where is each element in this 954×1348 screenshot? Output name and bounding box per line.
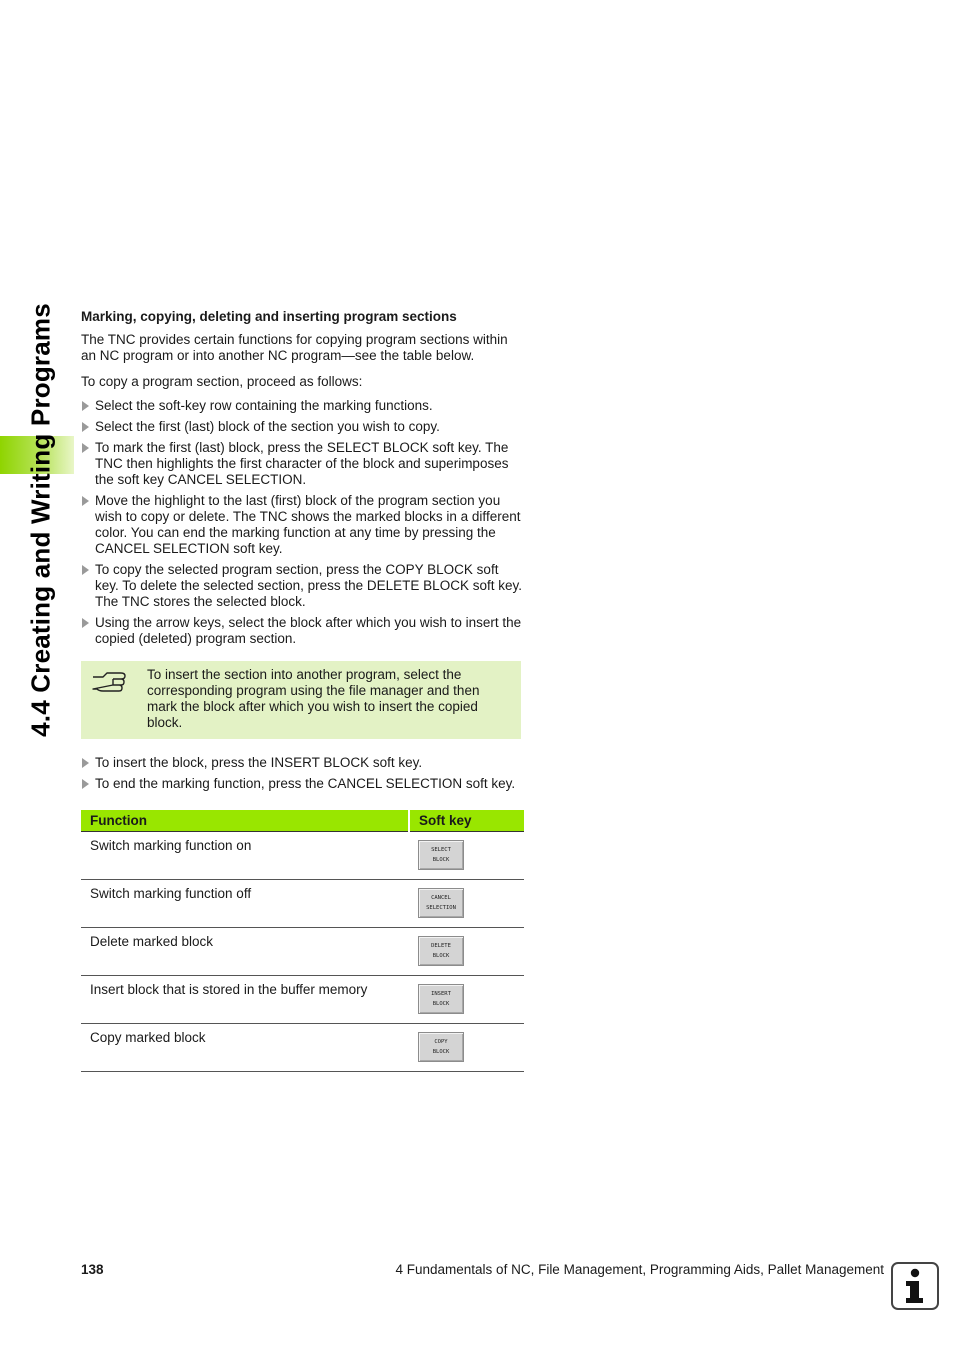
- info-icon[interactable]: [891, 1262, 939, 1310]
- list-item: Using the arrow keys, select the block after which you wish to insert the copied (deleted) program section.: [81, 615, 525, 647]
- table-header-row: [81, 810, 524, 832]
- arrow-right-icon: [82, 443, 89, 453]
- pointing-hand-icon: [91, 669, 127, 693]
- list-item: To insert the block, press the INSERT BLOCK soft key.: [81, 755, 525, 771]
- procedure-intro: To copy a program section, proceed as follows:: [81, 374, 363, 389]
- softkey-cell: [409, 1024, 524, 1072]
- table-row: [81, 976, 524, 1024]
- intro-paragraph: The TNC provides certain functions for copying program sections within an NC program or into another NC program—see the table below.: [81, 332, 508, 363]
- header-softkey: Soft key: [409, 810, 524, 832]
- function-cell: Switch marking function on: [81, 832, 409, 880]
- list-item: To mark the first (last) block, press the SELECT BLOCK soft key. The TNC then highlights the first character of the block and superimposes the soft key CANCEL SELECTION.: [81, 440, 525, 488]
- note-text: To insert the section into another program, select the corresponding program using the file manager and then mark the block after which you wish to insert the copied block.: [147, 667, 480, 730]
- arrow-right-icon: [82, 401, 89, 411]
- arrow-right-icon: [82, 758, 89, 768]
- arrow-right-icon: [82, 779, 89, 789]
- arrow-right-icon: [82, 565, 89, 575]
- softkey-cell: [409, 976, 524, 1024]
- chapter-title: 4 Fundamentals of NC, File Management, Programming Aids, Pallet Management: [395, 1262, 884, 1277]
- table-row: [81, 1024, 524, 1072]
- section-heading: Marking, copying, deleting and inserting program sections: [81, 309, 457, 324]
- list-item: Select the soft-key row containing the marking functions.: [81, 398, 525, 414]
- table-row: [81, 832, 524, 880]
- chapter-side-title: 4.4 Creating and Writing Programs: [25, 303, 56, 737]
- insert-block-softkey[interactable]: INSERT BLOCK: [418, 984, 464, 1014]
- function-cell: Copy marked block: [81, 1024, 409, 1072]
- note-box: [81, 661, 521, 739]
- function-cell: Delete marked block: [81, 928, 409, 976]
- info-glyph-icon: [893, 1264, 937, 1308]
- table-row: [81, 880, 524, 928]
- function-cell: Insert block that is stored in the buffer memory: [81, 976, 409, 1024]
- arrow-right-icon: [82, 496, 89, 506]
- softkey-cell: [409, 928, 524, 976]
- function-cell: Switch marking function off: [81, 880, 409, 928]
- select-block-softkey[interactable]: SELECT BLOCK: [418, 840, 464, 870]
- arrow-right-icon: [82, 422, 89, 432]
- list-item: Select the first (last) block of the section you wish to copy.: [81, 419, 525, 435]
- delete-block-softkey[interactable]: DELETE BLOCK: [418, 936, 464, 966]
- step-list-2: [81, 755, 525, 792]
- copy-block-softkey[interactable]: COPY BLOCK: [418, 1032, 464, 1062]
- list-item: To end the marking function, press the CANCEL SELECTION soft key.: [81, 776, 525, 792]
- list-item: To copy the selected program section, press the COPY BLOCK soft key. To delete the selected section, press the DELETE BLOCK soft key. The TNC stores the selected block.: [81, 562, 525, 610]
- main-content: [81, 308, 525, 1072]
- header-function: Function: [81, 810, 409, 832]
- step-list: [81, 398, 525, 647]
- list-item: Move the highlight to the last (first) block of the program section you wish to copy or delete. The TNC shows the marked blocks in a different color. You can end the marking function at any time by pressing the CANCEL SELECTION soft key.: [81, 493, 525, 557]
- softkey-table: [81, 810, 524, 1072]
- cancel-selection-softkey[interactable]: CANCEL SELECTION: [418, 888, 464, 918]
- arrow-right-icon: [82, 618, 89, 628]
- softkey-cell: [409, 832, 524, 880]
- page-number: 138: [81, 1262, 104, 1277]
- table-row: [81, 928, 524, 976]
- softkey-cell: [409, 880, 524, 928]
